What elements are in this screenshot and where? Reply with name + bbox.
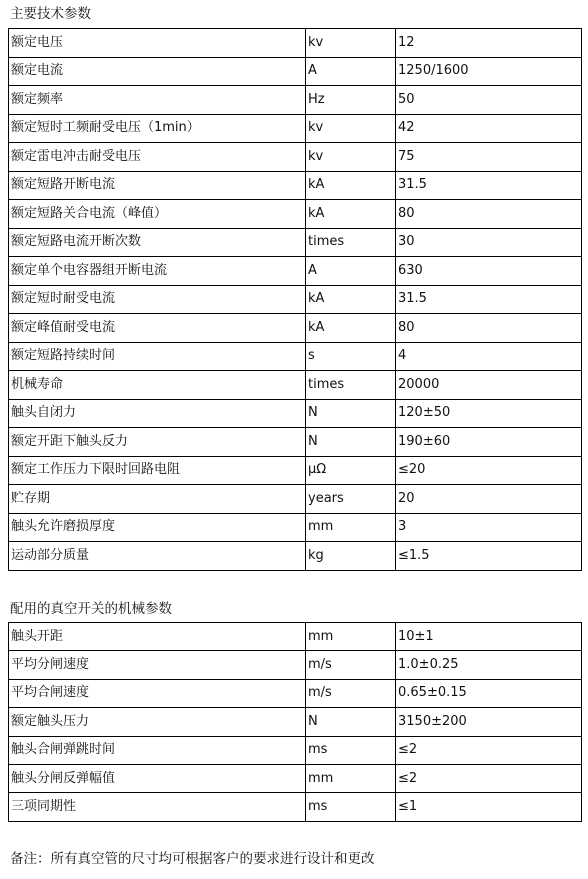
table-row bbox=[9, 513, 582, 542]
footnote: 备注：所有真空管的尺寸均可根据客户的要求进行设计和更改 bbox=[10, 851, 375, 867]
table-row bbox=[9, 200, 582, 229]
table-row bbox=[9, 228, 582, 257]
param-value-cell: 630 bbox=[396, 257, 582, 286]
param-name-cell: 额定短路开断电流 bbox=[9, 171, 306, 200]
param-value-cell: 75 bbox=[396, 143, 582, 172]
param-unit-cell: kA bbox=[306, 200, 396, 229]
param-name-cell: 额定触头压力 bbox=[9, 708, 306, 736]
param-unit-cell: kA bbox=[306, 171, 396, 200]
param-unit-cell: ms bbox=[306, 736, 396, 764]
param-value-cell: ≤20 bbox=[396, 456, 582, 485]
param-name-cell: 贮存期 bbox=[9, 485, 306, 514]
param-unit-cell: m/s bbox=[306, 679, 396, 707]
table-row bbox=[9, 314, 582, 343]
param-unit-cell: N bbox=[306, 708, 396, 736]
param-unit-cell: kv bbox=[306, 29, 396, 58]
param-name-cell: 触头分闸反弹幅值 bbox=[9, 764, 306, 792]
param-name-cell: 运动部分质量 bbox=[9, 542, 306, 571]
param-value-cell: ≤2 bbox=[396, 736, 582, 764]
param-name-cell: 平均合闸速度 bbox=[9, 679, 306, 707]
param-name-cell: 触头允许磨损厚度 bbox=[9, 513, 306, 542]
param-name-cell: 触头自闭力 bbox=[9, 399, 306, 428]
param-name-cell: 额定短时耐受电流 bbox=[9, 285, 306, 314]
param-value-cell: 31.5 bbox=[396, 285, 582, 314]
param-unit-cell: mm bbox=[306, 623, 396, 651]
param-name-cell: 额定单个电容器组开断电流 bbox=[9, 257, 306, 286]
table-row bbox=[9, 764, 582, 792]
param-name-cell: 额定雷电冲击耐受电压 bbox=[9, 143, 306, 172]
param-value-cell: 10±1 bbox=[396, 623, 582, 651]
param-unit-cell: kv bbox=[306, 143, 396, 172]
param-value-cell: ≤1.5 bbox=[396, 542, 582, 571]
param-unit-cell: kg bbox=[306, 542, 396, 571]
table-row bbox=[9, 371, 582, 400]
table-row bbox=[9, 285, 582, 314]
param-value-cell: 20000 bbox=[396, 371, 582, 400]
param-value-cell: 30 bbox=[396, 228, 582, 257]
table-row bbox=[9, 29, 582, 58]
mech-params-table bbox=[8, 622, 582, 822]
table-row bbox=[9, 57, 582, 86]
mech-params-heading: 配用的真空开关的机械参数 bbox=[10, 601, 172, 617]
main-params-table bbox=[8, 28, 582, 571]
table-row bbox=[9, 708, 582, 736]
param-value-cell: 120±50 bbox=[396, 399, 582, 428]
param-unit-cell: kv bbox=[306, 114, 396, 143]
param-unit-cell: A bbox=[306, 257, 396, 286]
param-unit-cell: s bbox=[306, 342, 396, 371]
param-name-cell: 触头开距 bbox=[9, 623, 306, 651]
param-unit-cell: kA bbox=[306, 285, 396, 314]
param-value-cell: 4 bbox=[396, 342, 582, 371]
param-name-cell: 额定电压 bbox=[9, 29, 306, 58]
param-value-cell: 80 bbox=[396, 314, 582, 343]
param-unit-cell: mm bbox=[306, 764, 396, 792]
param-name-cell: 机械寿命 bbox=[9, 371, 306, 400]
param-name-cell: 额定开距下触头反力 bbox=[9, 428, 306, 457]
main-params-heading: 主要技术参数 bbox=[10, 6, 91, 22]
table-row bbox=[9, 542, 582, 571]
param-value-cell: 80 bbox=[396, 200, 582, 229]
param-unit-cell: N bbox=[306, 399, 396, 428]
table-row bbox=[9, 736, 582, 764]
param-value-cell: 20 bbox=[396, 485, 582, 514]
table-row bbox=[9, 399, 582, 428]
param-unit-cell: m/s bbox=[306, 651, 396, 679]
param-name-cell: 三项同期性 bbox=[9, 793, 306, 821]
param-unit-cell: A bbox=[306, 57, 396, 86]
param-name-cell: 额定峰值耐受电流 bbox=[9, 314, 306, 343]
param-unit-cell: kA bbox=[306, 314, 396, 343]
table-row bbox=[9, 171, 582, 200]
param-value-cell: 3 bbox=[396, 513, 582, 542]
param-unit-cell: mm bbox=[306, 513, 396, 542]
param-unit-cell: ms bbox=[306, 793, 396, 821]
param-name-cell: 额定短路关合电流（峰值） bbox=[9, 200, 306, 229]
table-row bbox=[9, 651, 582, 679]
param-value-cell: ≤1 bbox=[396, 793, 582, 821]
table-row bbox=[9, 143, 582, 172]
param-name-cell: 平均分闸速度 bbox=[9, 651, 306, 679]
param-name-cell: 额定工作压力下限时回路电阻 bbox=[9, 456, 306, 485]
table-row bbox=[9, 456, 582, 485]
param-name-cell: 额定短路电流开断次数 bbox=[9, 228, 306, 257]
param-value-cell: 3150±200 bbox=[396, 708, 582, 736]
table-row bbox=[9, 114, 582, 143]
table-row bbox=[9, 428, 582, 457]
param-unit-cell: years bbox=[306, 485, 396, 514]
param-name-cell: 额定频率 bbox=[9, 86, 306, 115]
param-unit-cell: times bbox=[306, 228, 396, 257]
param-name-cell: 额定短路持续时间 bbox=[9, 342, 306, 371]
table-row bbox=[9, 485, 582, 514]
param-value-cell: ≤2 bbox=[396, 764, 582, 792]
param-unit-cell: Hz bbox=[306, 86, 396, 115]
param-name-cell: 额定短时工频耐受电压（1min） bbox=[9, 114, 306, 143]
param-value-cell: 190±60 bbox=[396, 428, 582, 457]
param-value-cell: 1250/1600 bbox=[396, 57, 582, 86]
param-value-cell: 42 bbox=[396, 114, 582, 143]
param-value-cell: 1.0±0.25 bbox=[396, 651, 582, 679]
param-unit-cell: μΩ bbox=[306, 456, 396, 485]
table-row bbox=[9, 257, 582, 286]
param-value-cell: 31.5 bbox=[396, 171, 582, 200]
param-unit-cell: times bbox=[306, 371, 396, 400]
param-unit-cell: N bbox=[306, 428, 396, 457]
table-row bbox=[9, 793, 582, 821]
param-value-cell: 50 bbox=[396, 86, 582, 115]
param-value-cell: 0.65±0.15 bbox=[396, 679, 582, 707]
table-row bbox=[9, 342, 582, 371]
table-row bbox=[9, 679, 582, 707]
table-row bbox=[9, 86, 582, 115]
param-name-cell: 触头合闸弹跳时间 bbox=[9, 736, 306, 764]
param-name-cell: 额定电流 bbox=[9, 57, 306, 86]
table-row bbox=[9, 623, 582, 651]
param-value-cell: 12 bbox=[396, 29, 582, 58]
